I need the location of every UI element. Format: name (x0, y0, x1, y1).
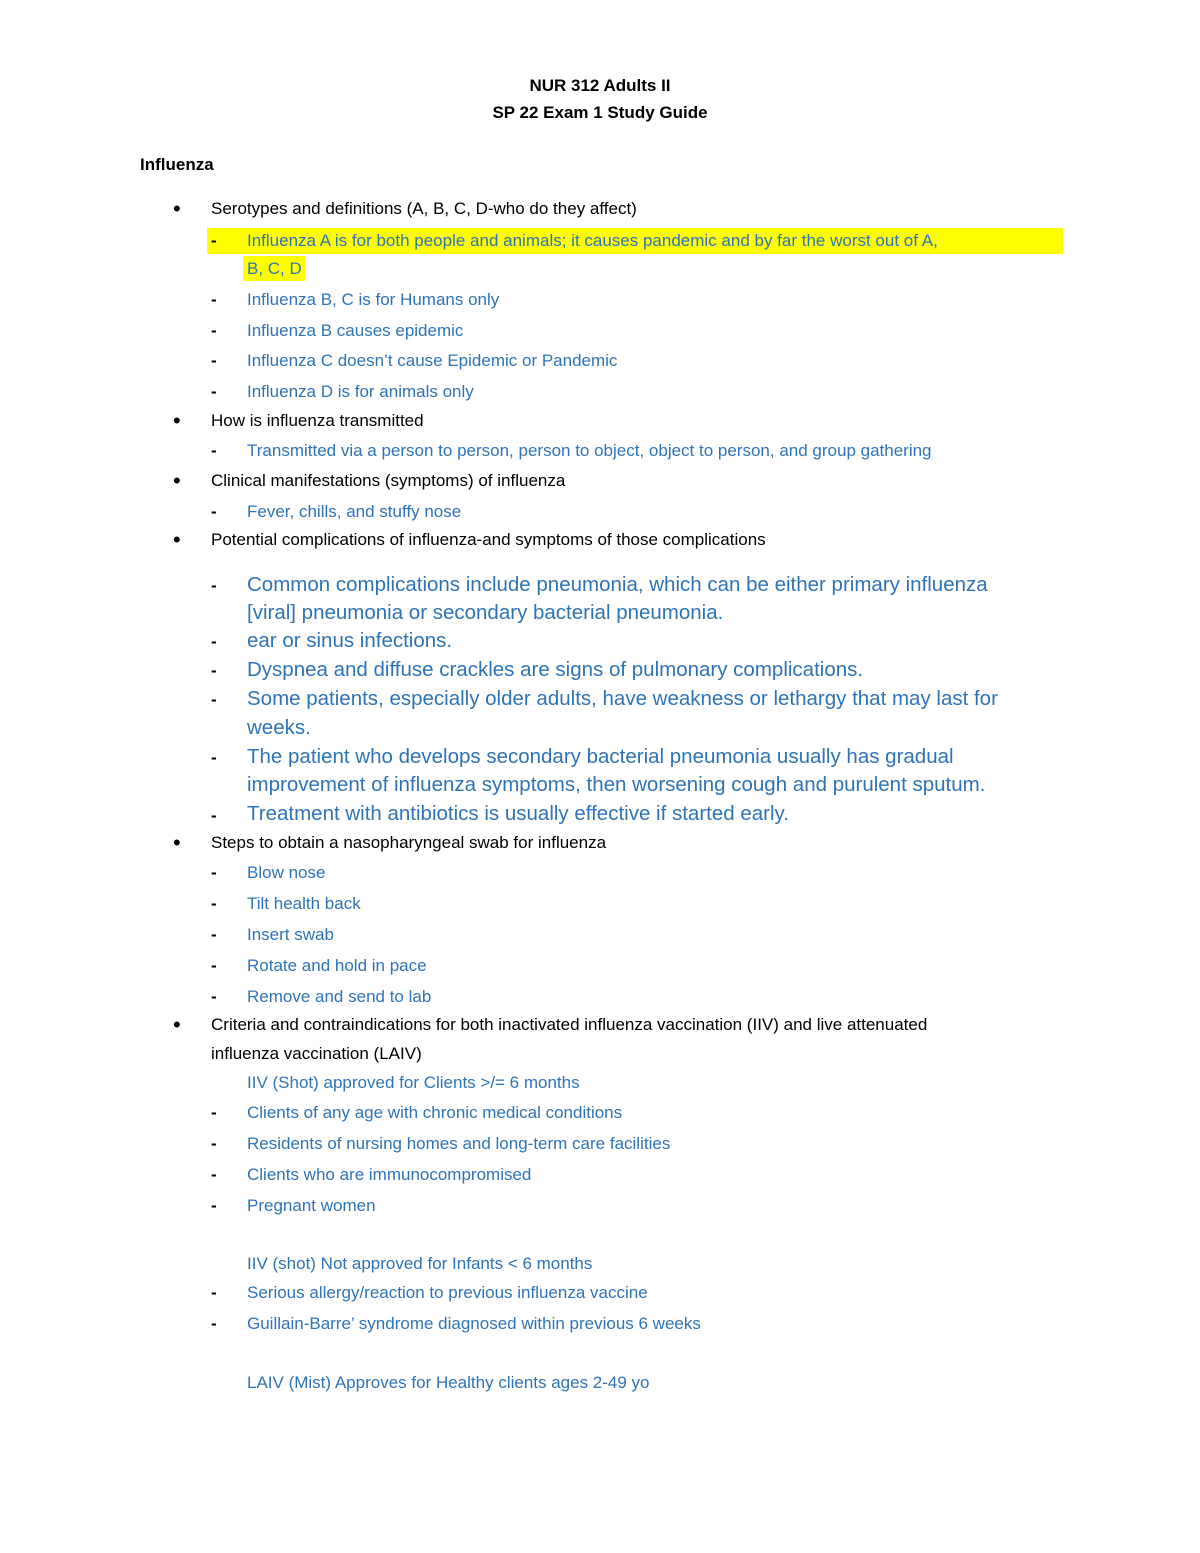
complication-item-continued: [viral] pneumonia or secondary bacterial pneumonia. (247, 601, 724, 624)
dash-icon: - (211, 231, 217, 250)
complication-item: Common complications include pneumonia, which can be either primary influenza (247, 573, 988, 596)
bullet-item: How is influenza transmitted (211, 411, 424, 430)
swab-step: Insert swab (247, 925, 334, 944)
dash-icon: - (211, 1134, 217, 1153)
bullet-icon: • (173, 468, 181, 493)
dash-icon: - (211, 1283, 217, 1302)
serotype-item: Influenza A is for both people and animals; it causes pandemic and by far the worst out of A, (247, 231, 938, 250)
iiv-approved-item: Residents of nursing homes and long-term care facilities (247, 1134, 671, 1153)
dash-icon: - (211, 351, 217, 370)
bullet-item-continued: influenza vaccination (LAIV) (211, 1044, 422, 1063)
bullet-icon: • (173, 1012, 181, 1037)
complication-item: Some patients, especially older adults, have weakness or lethargy that may last for (247, 687, 998, 710)
laiv-heading: LAIV (Mist) Approves for Healthy clients ages 2-49 yo (247, 1373, 650, 1392)
dash-icon: - (211, 894, 217, 913)
dash-icon: - (211, 1196, 217, 1215)
bullet-icon: • (173, 196, 181, 221)
complication-item-continued: improvement of influenza symptoms, then worsening cough and purulent sputum. (247, 773, 986, 796)
iiv-not-approved-item: Guillain-Barre’ syndrome diagnosed within previous 6 weeks (247, 1314, 701, 1333)
dash-icon: - (211, 956, 217, 975)
dash-icon: - (211, 748, 217, 767)
document-subtitle: SP 22 Exam 1 Study Guide (492, 103, 708, 122)
iiv-approved-item: Pregnant women (247, 1196, 376, 1215)
dash-icon: - (211, 441, 217, 460)
dash-icon: - (211, 1103, 217, 1122)
dash-icon: - (211, 690, 217, 709)
symptom-item: Fever, chills, and stuffy nose (247, 502, 462, 521)
serotype-item-continued: B, C, D (247, 259, 302, 278)
bullet-item: Steps to obtain a nasopharyngeal swab for influenza (211, 833, 607, 852)
dash-icon: - (211, 576, 217, 595)
bullet-icon: • (173, 527, 181, 552)
iiv-approved-heading: IIV (Shot) approved for Clients >/= 6 months (247, 1073, 580, 1092)
document-title: NUR 312 Adults II (529, 76, 671, 95)
swab-step: Rotate and hold in pace (247, 956, 427, 975)
serotype-item: Influenza B causes epidemic (247, 321, 464, 340)
bullet-item: Potential complications of influenza-and symptoms of those complications (211, 530, 766, 549)
swab-step: Remove and send to lab (247, 987, 432, 1006)
bullet-icon: • (173, 830, 181, 855)
bullet-icon: • (173, 408, 181, 433)
transmission-item: Transmitted via a person to person, person to object, object to person, and group gathering (247, 441, 932, 460)
bullet-item: Clinical manifestations (symptoms) of influenza (211, 471, 566, 490)
dash-icon: - (211, 382, 217, 401)
serotype-item: Influenza B, C is for Humans only (247, 290, 500, 309)
complication-item: The patient who develops secondary bacterial pneumonia usually has gradual (247, 745, 954, 768)
iiv-not-approved-item: Serious allergy/reaction to previous influenza vaccine (247, 1283, 648, 1302)
bullet-item: Criteria and contraindications for both inactivated influenza vaccination (IIV) and live attenuated (211, 1015, 928, 1034)
dash-icon: - (211, 863, 217, 882)
serotype-item: Influenza C doesn’t cause Epidemic or Pandemic (247, 351, 618, 370)
swab-step: Blow nose (247, 863, 326, 882)
complication-item: Treatment with antibiotics is usually effective if started early. (247, 802, 789, 825)
iiv-approved-item: Clients who are immunocompromised (247, 1165, 532, 1184)
dash-icon: - (211, 925, 217, 944)
bullet-item: Serotypes and definitions (A, B, C, D-who do they affect) (211, 199, 637, 218)
section-heading: Influenza (140, 155, 214, 174)
dash-icon: - (211, 321, 217, 340)
complication-item-continued: weeks. (247, 716, 311, 739)
dash-icon: - (211, 661, 217, 680)
dash-icon: - (211, 502, 217, 521)
dash-icon: - (211, 290, 217, 309)
complication-item: ear or sinus infections. (247, 629, 453, 652)
complication-item: Dyspnea and diffuse crackles are signs of pulmonary complications. (247, 658, 864, 681)
iiv-not-approved-heading: IIV (shot) Not approved for Infants < 6 months (247, 1254, 593, 1273)
dash-icon: - (211, 1165, 217, 1184)
iiv-approved-item: Clients of any age with chronic medical conditions (247, 1103, 623, 1122)
dash-icon: - (211, 1314, 217, 1333)
dash-icon: - (211, 806, 217, 825)
serotype-item: Influenza D is for animals only (247, 382, 474, 401)
dash-icon: - (211, 987, 217, 1006)
dash-icon: - (211, 632, 217, 651)
swab-step: Tilt health back (247, 894, 361, 913)
